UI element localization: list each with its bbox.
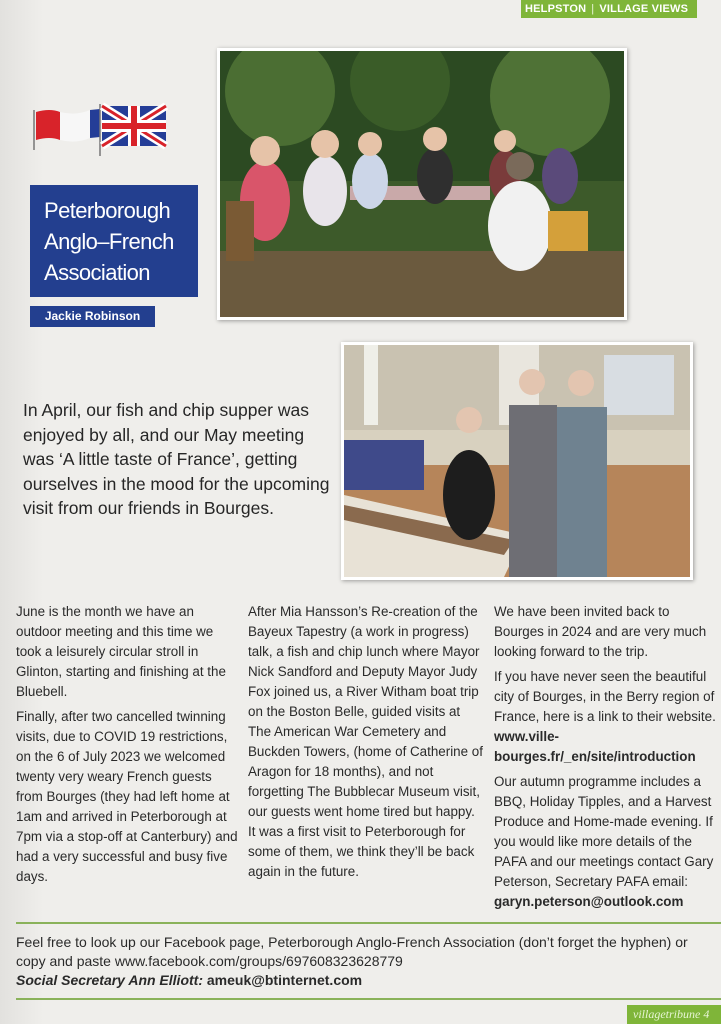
section-name: HELPSTON	[525, 3, 587, 15]
flags-illustration	[30, 100, 170, 160]
intro-paragraph: In April, our fish and chip supper was enjoyed by all, and our May meeting was ‘A little taste of France’, getting ourselves in the mood for the upcoming visit from our friends in Bourges.	[23, 400, 330, 518]
hall-visitors-photo	[341, 342, 693, 580]
title-line-2: Anglo–French	[44, 229, 174, 254]
title-line-3: Association	[44, 260, 150, 285]
secretary-email-link[interactable]: garyn.peterson@outlook.com	[494, 894, 684, 909]
section-separator: |	[591, 3, 595, 15]
association-title	[30, 185, 198, 297]
union-jack-icon	[100, 104, 166, 156]
column2-paragraph-1: After Mia Hansson’s Re-creation of the Bayeux Tapestry (a work in progress) talk, a fish and chip lunch where Mayor Nick Sandford and Deputy Mayor Judy Fox joined us, a River Witham boat trip on the Boston Belle, guided visits at The American War Cemetery and Buckden Towers, (home of Catherine of Aragon for 18 months), and not forgetting The Bubblecar Museum visit, our guests went home tired but happy. It was a first visit to Peterborough for some of them, we think they’ll be back again in the future.	[248, 604, 483, 879]
french-flag-icon	[34, 109, 100, 150]
magazine-brand-footer: villagetribune 4	[627, 1005, 721, 1024]
column1-paragraph-2: Finally, after two cancelled twinning visits, due to COVID 19 restrictions, on the 6 of July 2023 we welcomed twenty very weary French guests from Bourges (they had left home at 1am and arrived in Peterborough at 7pm via a stop-off at Canterbury) and had a very successful and busy five days.	[16, 709, 238, 884]
footer-facebook-text: Feel free to look up our Facebook page, Peterborough Anglo-French Association (don’t forget the hyphen) or copy and paste www.facebook.com/groups/697608323628779	[16, 934, 688, 969]
bourges-website-link[interactable]: www.ville-bourges.fr/_en/site/introduction	[494, 729, 696, 764]
article-column-2	[248, 602, 484, 887]
article-column-1	[16, 602, 240, 892]
column3-paragraph-2	[494, 667, 716, 767]
subsection-name: VILLAGE VIEWS	[599, 3, 689, 15]
footer-divider-top	[16, 922, 721, 924]
social-secretary-label: Social Secretary Ann Elliott:	[16, 972, 203, 988]
column3-paragraph-3-text: Our autumn programme includes a BBQ, Holiday Tipples, and a Harvest Produce and Home-made evening. If you would like more details of the PAFA and our meetings contact Gary Peterson, Secretary PAFA email:	[494, 774, 714, 889]
author-byline: Jackie Robinson	[30, 306, 155, 327]
social-secretary-line	[16, 972, 362, 988]
column3-paragraph-2-text: If you have never seen the beautiful city of Bourges, in the Berry region of France, here is a link to their website.	[494, 669, 716, 724]
title-line-1: Peterborough	[44, 198, 171, 223]
column3-paragraph-1: We have been invited back to Bourges in 2024 and are very much looking forward to the trip.	[494, 604, 707, 659]
footer-note	[16, 933, 716, 990]
social-secretary-email[interactable]: ameuk@btinternet.com	[206, 972, 363, 988]
footer-divider-bottom	[16, 998, 721, 1000]
column3-paragraph-3	[494, 772, 716, 912]
section-header	[521, 0, 697, 18]
article-column-3	[494, 602, 716, 917]
column1-paragraph-1: June is the month we have an outdoor meeting and this time we took a leisurely circular stroll in Glinton, starting and finishing at the Bluebell.	[16, 604, 226, 699]
garden-group-photo	[217, 48, 627, 320]
